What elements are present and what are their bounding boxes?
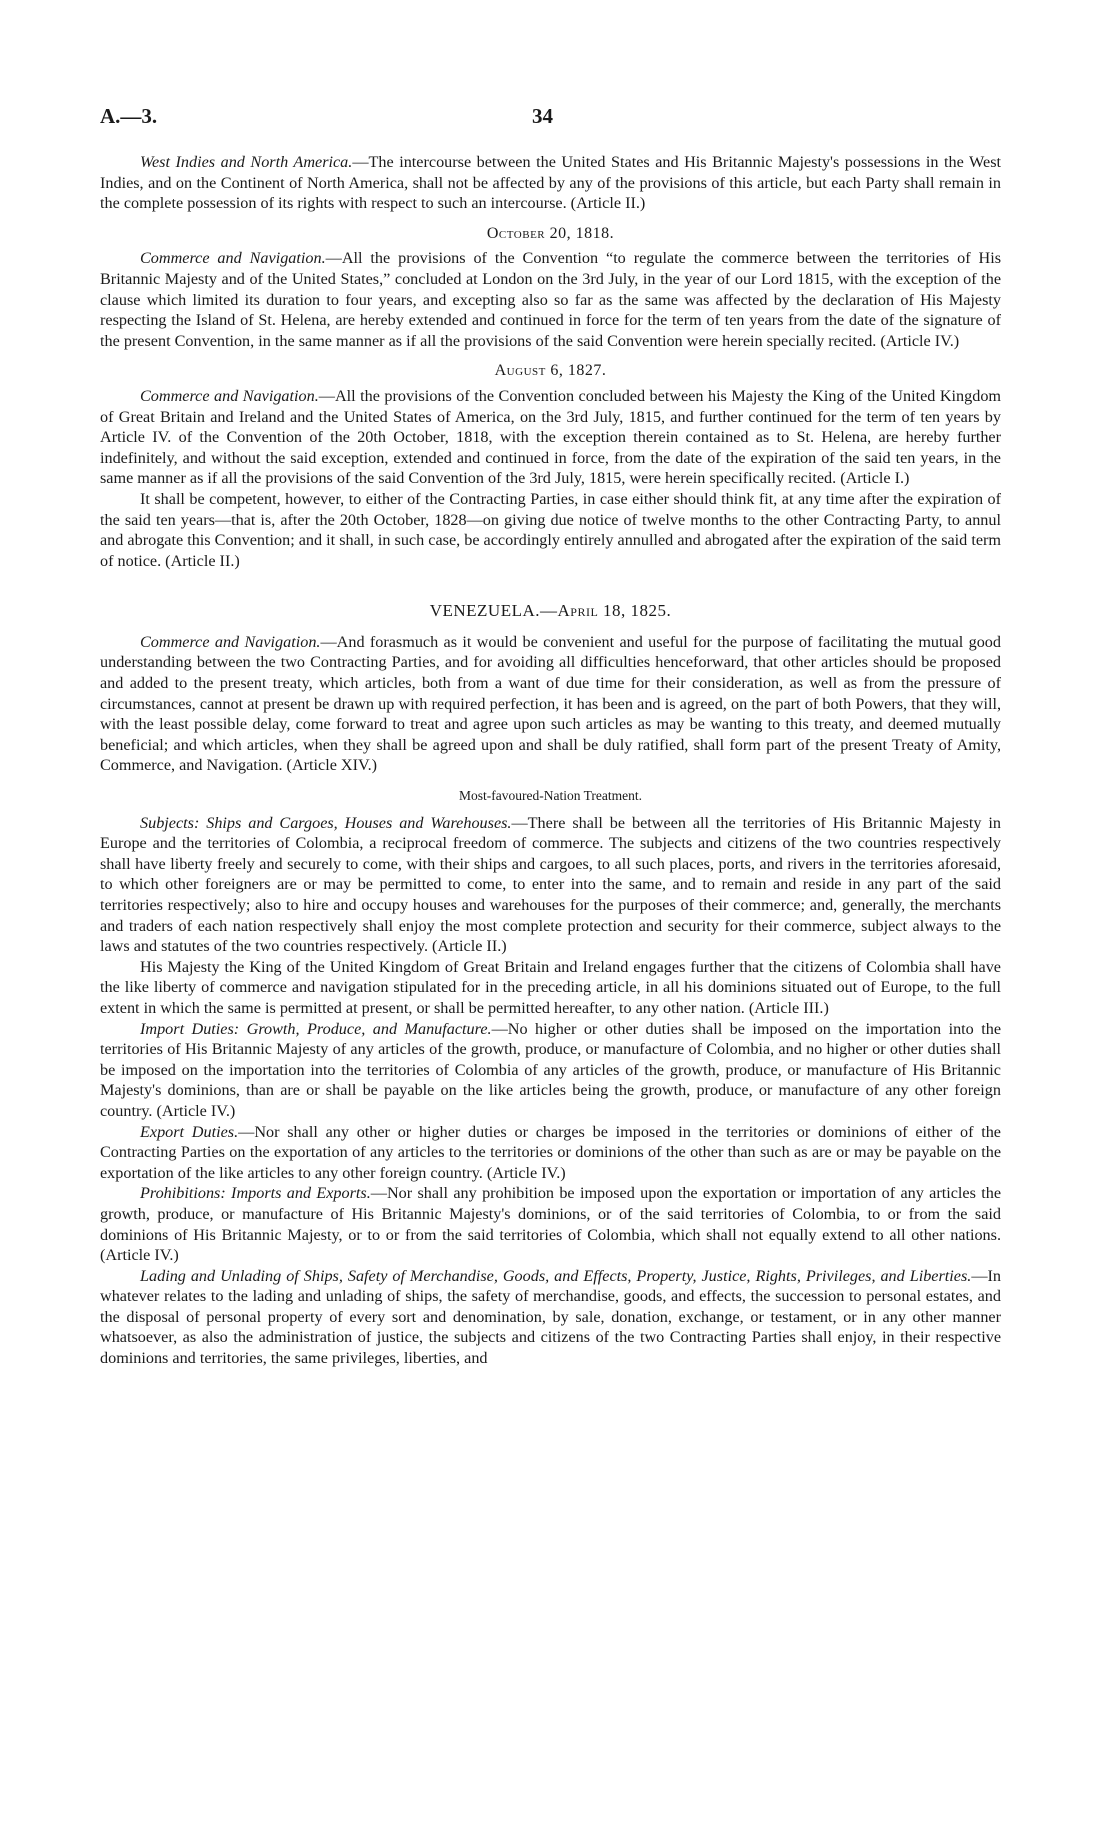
paragraph-text: —And forasmuch as it would be convenient and useful for the purpose of facilitating the mutual good understanding between the two Contracting Parties, and for avoiding all difficulties henceforward, that other articles should be proposed and added to the present treaty, which articles, both from a want of due time for their consideration, as well as from the pressure of circumstances, cannot at present be drawn up with required perfection, it has been and is agreed, on the part of both Powers, that they will, with the least possible delay, come forward to treat and agree upon such articles as may be wanting to this treaty, and deemed mutually beneficial; and which articles, when they shall be agreed upon and shall be duly ratified, shall form part of the present Treaty of Amity, Commerce, and Navigation. (Article XIV.) — [100, 632, 1001, 775]
paragraph-heading: Commerce and Navigation. — [140, 249, 326, 268]
country-name: VENEZUELA.— — [429, 601, 558, 621]
paragraph-prohibitions — [100, 1183, 1001, 1265]
paragraph-text: —Nor shall any prohibition be imposed upon the exportation or importation of any articles the growth, produce, or manufacture of His Britannic Majesty's dominions, or of the said territories of Colombia, to or from the said dominions of His Britannic Majesty, or to or from the said territories of Colombia, which shall not equally extend to all other nations. (Article IV.) — [100, 1184, 1002, 1265]
paragraph-heading: Lading and Unlading of Ships, Safety of Merchandise, Goods, and Effects, Property, Justice, Rights, Privileges, and Liberties. — [140, 1266, 972, 1285]
paragraph-commerce-1825 — [100, 632, 1001, 776]
paragraph-heading: Export Duties. — [140, 1122, 239, 1141]
paragraph-west-indies — [100, 152, 1001, 214]
country-heading-venezuela — [100, 601, 1001, 622]
paragraph-text: —All the provisions of the Convention “to regulate the commerce between the territories of His Britannic Majesty and of the United States,” concluded at London on the 3rd July, in the year of our Lord 1815, with the exception of the clause which limited its duration to four years, and excepting also so far as the same was affected by the declaration of His Majesty respecting the Island of St. Helena, are hereby extended and continued in force for the term of ten years from the date of the signature of the present Convention, in the same manner as if all the provisions of the said Convention were herein specially recited. (Article IV.) — [100, 249, 1001, 350]
paragraph-text: —No higher or other duties shall be imposed on the importation into the territories of His Britannic Majesty of any articles of the growth, produce, or manufacture of Colombia, and no higher or other duties shall be imposed on the importation into the territories of Colombia of any articles of the growth, produce, or manufacture of His Britannic Majesty's dominions, than are or shall be payable on the like articles being the growth, produce, or manufacture of any other foreign country. (Article IV.) — [100, 1019, 1001, 1120]
paragraph-text: —Nor shall any other or higher duties or charges be imposed in the territories or dominions of either of the Contracting Parties on the exportation of any articles to the territories or dominions of the other than such as are or may be payable on the exportation of the like articles to any other foreign country. (Article IV.) — [100, 1122, 1001, 1182]
paragraph-subjects — [100, 813, 1001, 957]
date-heading-1827: August 6, 1827. — [494, 362, 607, 380]
paragraph-text: —The intercourse between the United States and His Britannic Majesty's possessions in the West Indies, and on the Continent of North America, shall not be affected by any of the provisions of this article, but each Party shall remain in the complete possession of its rights with respect to such an intercourse. (Article II.) — [100, 153, 1001, 213]
page-number: 34 — [532, 104, 553, 128]
paragraph-heading: Commerce and Navigation. — [140, 632, 321, 651]
paragraph-his-majesty: His Majesty the King of the United Kingdom of Great Britain and Ireland engages further that the citizens of Colombia shall have the like liberty of commerce and navigation stipulated for in the preceding article, in all his dominions situated out of Europe, to the full extent in which the same is permitted at present, or shall be permitted hereafter, to any other nation. (Article III.) — [100, 957, 1001, 1017]
paragraph-import-duties — [100, 1019, 1001, 1122]
paragraph-heading: Commerce and Navigation. — [140, 386, 319, 405]
paragraph-heading: Subjects: Ships and Cargoes, Houses and Warehouses. — [140, 813, 512, 832]
paragraph-text: —In whatever relates to the lading and unlading of ships, the safety of merchandise, goods, and effects, the succession to personal estates, and the disposal of personal property of every sort and denomination, by sale, donation, exchange, or testament, or in any other manner whatsoever, as also the administration of justice, the subjects and citizens of the two Contracting Parties shall enjoy, in their respective dominions and territories, the same privileges, liberties, and — [100, 1266, 1001, 1368]
page-header — [100, 104, 1000, 134]
paragraph-text: —All the provisions of the Convention concluded between his Majesty the King of the United Kingdom of Great Britain and Ireland and the United States of America, on the 3rd July, 1815, and further continued for the term of ten years by Article IV. of the Convention of the 20th October, 1818, with the exception therein contained as to St. Helena, are hereby further indefinitely, and without the said exception, extended and continued in force, from the date of the expiration of the said ten years, in the same manner as if all the provisions of the said Convention of the 3rd July, 1815, were herein specifically recited. (Article I.) — [100, 386, 1002, 488]
paragraph-text: —There shall be between all the territories of His Britannic Majesty in Europe and the territories of Colombia, a reciprocal freedom of commerce. The subjects and citizens of the two countries respectively shall have liberty freely and securely to come, with their ships and cargoes, to all such places, ports, and rivers in the territories aforesaid, to which other foreigners are or may be permitted to come, to enter into the same, and to remain and reside in any part of the said territories respectively; also to hire and occupy houses and warehouses for the purposes of their commerce; and, generally, the merchants and traders of each nation respectively shall enjoy the most complete protection and security for their commerce, subject always to the laws and statutes of the two countries respectively. (Article II.) — [100, 813, 1001, 956]
paragraph-competent: It shall be competent, however, to either of the Contracting Parties, in case either should think fit, at any time after the expiration of the said ten years—that is, after the 20th October, 1828—on giving due notice of twelve months to the other Contracting Party, to annul and abrogate this Convention; and it shall, in such case, be accordingly entirely annulled and abrogated after the expiration of the said term of notice. (Article II.) — [100, 489, 1001, 570]
paragraph-heading: West Indies and North America. — [140, 153, 353, 171]
paragraph-export-duties — [100, 1122, 1001, 1184]
paragraph-commerce-1827 — [100, 386, 1001, 489]
country-date: April 18, 1825. — [557, 601, 672, 621]
paragraph-heading: Import Duties: Growth, Produce, and Manufacture. — [140, 1019, 492, 1038]
document-body — [100, 152, 1001, 1369]
document-reference: A.—3. — [100, 104, 158, 128]
paragraph-heading: Prohibitions: Imports and Exports. — [140, 1184, 371, 1203]
paragraph-commerce-1818 — [100, 248, 1001, 351]
date-heading-1818: October 20, 1818. — [486, 224, 615, 242]
paragraph-lading — [100, 1266, 1001, 1369]
subheading-mfn: Most-favoured-Nation Treatment. — [459, 788, 642, 804]
